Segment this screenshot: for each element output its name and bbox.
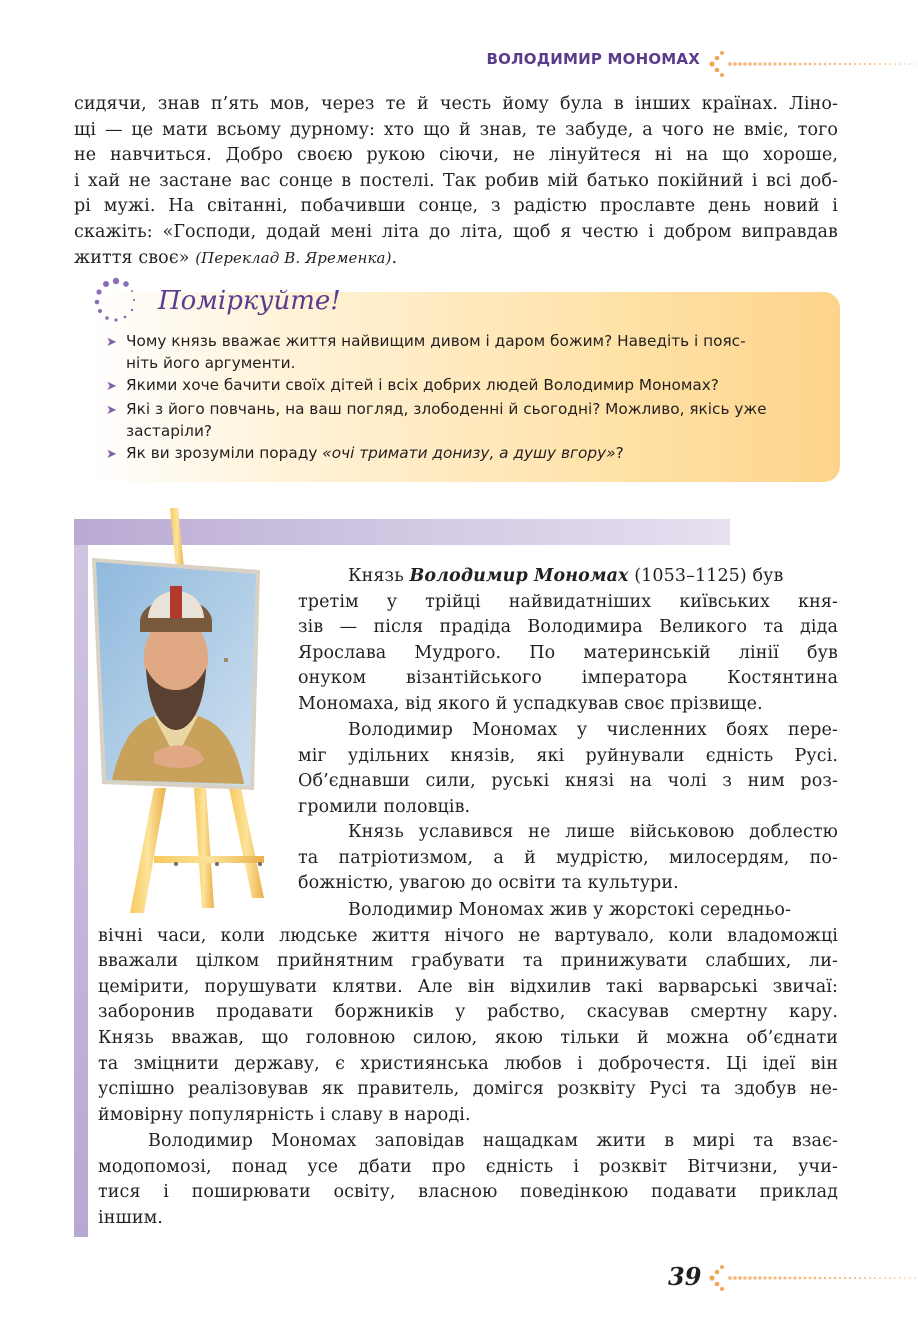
bio-p1-start: Князь <box>348 566 410 586</box>
decor-dot <box>844 1277 846 1279</box>
decor-dot <box>899 1277 901 1279</box>
decor-dot <box>794 1277 797 1280</box>
decor-dot <box>914 63 915 64</box>
decor-dot <box>819 1277 822 1280</box>
decor-dot <box>864 1277 866 1279</box>
decor-dot <box>854 63 856 65</box>
bio-paragraph-4-first <box>348 898 838 924</box>
question-2-line-1: Якими хоче бачити своїх дітей і всіх добрих людей Володимир Мономах? <box>126 376 719 394</box>
decor-dot <box>748 62 752 66</box>
decor-dot <box>844 63 846 65</box>
decor-dot <box>804 1277 807 1280</box>
decor-dot <box>889 1277 891 1279</box>
text-last-line <box>74 246 838 272</box>
decor-dot <box>778 1276 781 1279</box>
text-line: рі мужі. На світанні, побачивши сонце, з радістю прославте день новий і <box>74 196 838 217</box>
decor-dot <box>773 62 776 65</box>
decor-dot <box>728 62 732 66</box>
decor-dot <box>859 63 861 65</box>
decor-dot <box>738 1276 742 1280</box>
decor-dot <box>884 63 886 65</box>
bio-p4-line: Князь вважав, що головною силою, якою тільки й можна об’єднати <box>98 1027 838 1048</box>
decor-dot <box>768 1276 771 1279</box>
bio-p4-line: вважали цілком прийнятним грабувати та принижувати слабших, ли- <box>98 951 838 972</box>
bio-p5-line: тися і поширювати освіту, власною поведінкою подавати приклад <box>98 1182 838 1203</box>
decor-dot <box>909 1277 910 1278</box>
bio-name: Володимир Мономах <box>409 566 629 586</box>
decor-dot <box>809 63 812 66</box>
text-line: щі — це мати всьому дурному: хто що й знав, те забуде, а чого не вміє, того <box>74 119 838 140</box>
bio-p1-line: Ярослава Мудрого. По материнській лінії був <box>298 642 838 663</box>
bio-p4-line: вічні часи, коли людське життя нічого не вартувало, коли владоможці <box>98 925 838 946</box>
decor-dot <box>819 63 822 66</box>
question-3-line-2: застаріли? <box>126 422 213 440</box>
decor-dot <box>773 1276 776 1279</box>
bio-p2-line: міг удільних князів, які руйнували єдність Русі. <box>298 745 838 766</box>
decor-dot <box>824 1277 827 1280</box>
decor-dot <box>874 63 876 65</box>
text-line: скажіть: «Господи, додай мені літа до літа, щоб я честю і добром виправдав <box>74 221 838 242</box>
bio-p2-line: Володимир Мономах у численних боях пере- <box>348 720 838 740</box>
portrait-easel-illustration <box>84 508 292 918</box>
bio-p2-line: громили половців. <box>298 796 471 817</box>
text-line-end: життя своє» <box>74 247 196 268</box>
bio-paragraph-4 <box>98 924 838 1129</box>
decor-dot <box>899 63 901 65</box>
decor-dot <box>914 1277 915 1278</box>
decor-dot <box>814 63 817 66</box>
bio-p5-line: модопомозі, понад усе дбати про єдність і розквіт Вітчизни, учи- <box>98 1156 838 1177</box>
bio-p5-line: іншим. <box>98 1207 163 1228</box>
decor-dot <box>753 62 756 65</box>
bio-p4-line: ймовірну популярність і славу в народі. <box>98 1104 471 1125</box>
decor-dot <box>728 1276 732 1280</box>
decor-dot <box>849 63 851 65</box>
bio-p4-first-line: Володимир Мономах жив у жорстокі середньо- <box>348 900 791 920</box>
bio-p1-line: третім у трійці найвидатніших київських кня- <box>298 591 838 612</box>
decor-dot <box>743 62 747 66</box>
translation-source: (Переклад В. Яременка) <box>195 248 392 267</box>
question-2 <box>106 375 826 397</box>
decor-dot <box>804 63 807 66</box>
decor-dot <box>753 1276 756 1279</box>
text-line: сидячи, знав п’ять мов, через те й честь йому була в інших країнах. Ліно- <box>74 94 838 114</box>
decor-dot <box>894 1277 896 1279</box>
arrow-bullet-icon: ➤ <box>106 335 117 350</box>
decor-dot <box>874 1277 876 1279</box>
bio-p1-lines <box>298 590 838 718</box>
bio-p3-line: божністю, увагою до освіти та культури. <box>298 873 679 894</box>
arrow-bullet-icon: ➤ <box>106 447 117 462</box>
decor-dot <box>763 62 766 65</box>
bio-p3-line: та патріотизмом, а й мудрістю, милосердям, по- <box>298 847 838 868</box>
bio-p3-line: Князь уславився не лише військовою доблестю <box>348 822 838 842</box>
top-paragraph-lines <box>74 92 838 271</box>
question-4-end: ? <box>615 444 624 462</box>
decor-dot <box>904 1277 905 1278</box>
bio-p1-line: зів — після прадіда Володимира Великого та діда <box>298 617 838 638</box>
decor-dot <box>879 1277 881 1279</box>
decor-dot <box>758 62 761 65</box>
decor-dot <box>839 1277 841 1279</box>
decor-dot <box>778 62 781 65</box>
decor-dot <box>864 63 866 65</box>
running-title: ВОЛОДИМИР МОНОМАХ <box>486 50 700 68</box>
dots-circle-icon <box>92 276 140 324</box>
decor-dot <box>854 1277 856 1279</box>
bio-p4-line: цемірити, порушувати клятви. Але він відхилив такі варварські звичаї: <box>98 976 838 997</box>
bio-paragraph-1 <box>298 564 838 718</box>
question-1 <box>106 331 826 374</box>
decor-dot <box>758 1276 761 1279</box>
decor-dot <box>733 1276 737 1280</box>
decor-dot <box>799 1277 802 1280</box>
bio-paragraph-5 <box>98 1129 838 1231</box>
bio-p4-line: заборонив продавати боржників у рабство, скасував смертну кару. <box>98 1002 838 1023</box>
question-1-line-2: ніть його аргументи. <box>126 354 296 372</box>
arrow-bullet-icon: ➤ <box>106 403 117 418</box>
bio-paragraph-2 <box>298 718 838 820</box>
decor-dot <box>829 63 831 65</box>
arrow-bullet-icon: ➤ <box>106 379 117 394</box>
text-end-dot: . <box>391 247 398 268</box>
decor-dot <box>839 63 841 65</box>
decor-dot <box>789 1277 792 1280</box>
question-3-line-1: Які з його повчань, на ваш погляд, злободенні й сьогодні? Можливо, якісь уже <box>126 400 767 418</box>
decor-dot <box>799 63 802 66</box>
decor-dot <box>889 63 891 65</box>
decor-dot <box>849 1277 851 1279</box>
decor-dot <box>763 1276 766 1279</box>
decor-dot <box>748 1276 752 1280</box>
decor-dot <box>794 63 797 66</box>
decor-dot <box>768 62 771 65</box>
decor-dot <box>824 63 827 66</box>
decor-dot <box>789 63 792 66</box>
question-3 <box>106 399 826 442</box>
decor-dot <box>869 63 871 65</box>
decor-dot <box>894 63 896 65</box>
decor-dot <box>829 1277 831 1279</box>
decor-dot <box>869 1277 871 1279</box>
bio-p4-line: та зміцнити державу, є християнська любов і доброчестя. Ці ідеї він <box>98 1053 838 1074</box>
decor-dot <box>909 63 910 64</box>
decor-dot <box>809 1277 812 1280</box>
decor-dot <box>859 1277 861 1279</box>
decor-dot <box>783 1276 786 1279</box>
question-4-text: Як ви зрозуміли пораду <box>126 444 323 462</box>
decor-dot <box>834 63 836 65</box>
text-line: і хай не застане вас сонце в постелі. Так робив мій батько покійний і всі доб- <box>74 170 838 191</box>
bio-p1-line: Мономаха, від якого й успадкував своє прізвище. <box>298 693 763 714</box>
bio-p4-line: успішно реалізовував як правитель, домігся розквіту Русі та здобув не- <box>98 1079 838 1100</box>
decor-dot <box>834 1277 836 1279</box>
question-4-quote: «очі тримати донизу, а душу вгору» <box>322 444 616 462</box>
text-line: не навчиться. Добро своєю рукою сіючи, не лінуйтеся ні на що хороше, <box>74 145 838 166</box>
bio-p2-line: Об’єднавши сили, руські князі на чолі з ним роз- <box>298 771 838 792</box>
decor-dot <box>733 62 737 66</box>
decor-dot <box>814 1277 817 1280</box>
question-4 <box>106 443 826 465</box>
bio-p1-line1-end: (1053–1125) був <box>628 566 784 586</box>
header-dots-decoration <box>706 50 918 78</box>
decor-dot <box>738 62 742 66</box>
decor-dot <box>884 1277 886 1279</box>
bio-paragraph-3 <box>298 820 838 897</box>
footer-dots-decoration <box>706 1264 918 1292</box>
decor-dot <box>904 63 905 64</box>
bio-p1-line: онуком візантійського імператора Костянтина <box>298 668 838 689</box>
decor-dot <box>783 62 786 65</box>
bio-p5-line: Володимир Мономах заповідав нащадкам жити в мирі та взає- <box>148 1131 838 1151</box>
page-number: 39 <box>668 1262 702 1291</box>
discussion-title: Поміркуйте! <box>158 286 341 316</box>
decor-dot <box>743 1276 747 1280</box>
question-1-line-1: Чому князь вважає життя найвищим дивом і даром божим? Наведіть і пояс- <box>126 332 746 350</box>
decor-dot <box>879 63 881 65</box>
